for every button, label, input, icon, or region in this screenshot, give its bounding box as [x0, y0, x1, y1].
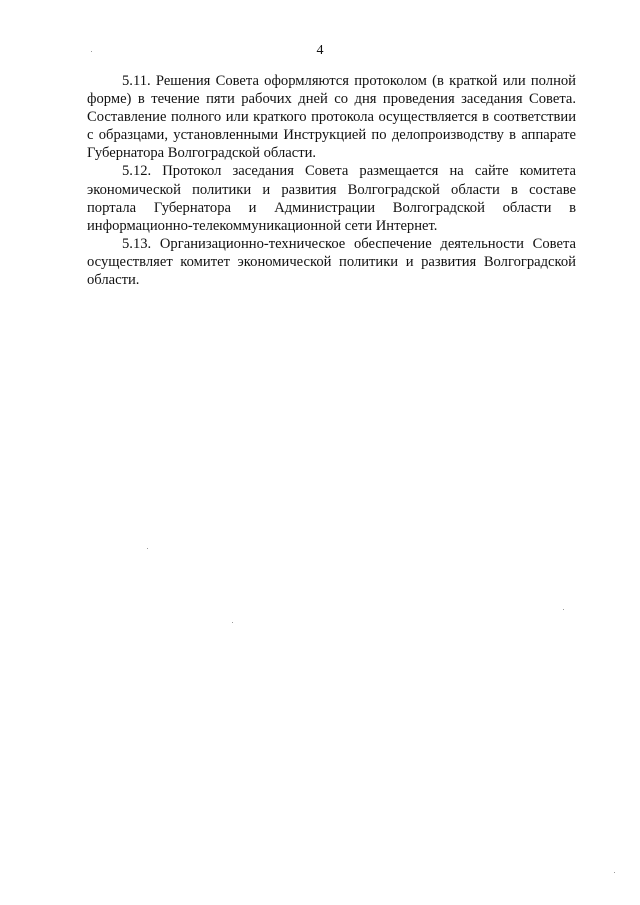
scan-speck	[147, 548, 148, 549]
paragraph-5-11: 5.11. Решения Совета оформляются протоколом (в краткой или полной форме) в течение пяти рабочих дней со дня проведения заседания Совета. Составление полного или краткого протокола осуществляется в соответствии с образцами, установленными Инструкцией по делопроизводству в аппарате Губернатора Волгоградской области.	[87, 73, 576, 162]
paragraph-5-13: 5.13. Организационно-техническое обеспечение деятельности Совета осуществляет комитет экономической политики и развития Волгоградской области.	[87, 235, 576, 289]
paragraph-5-12: 5.12. Протокол заседания Совета размещается на сайте комитета экономической политики и развития Волгоградской области в составе портала Губернатора и Администрации Волгоградской области в информационно-телекоммуникационной сети Интернет.	[87, 163, 576, 234]
scan-speck	[563, 609, 564, 610]
page-number: 4	[316, 43, 324, 58]
scan-speck	[91, 51, 92, 52]
scan-speck	[614, 872, 615, 873]
document-body	[87, 72, 576, 289]
scan-speck	[232, 622, 233, 623]
